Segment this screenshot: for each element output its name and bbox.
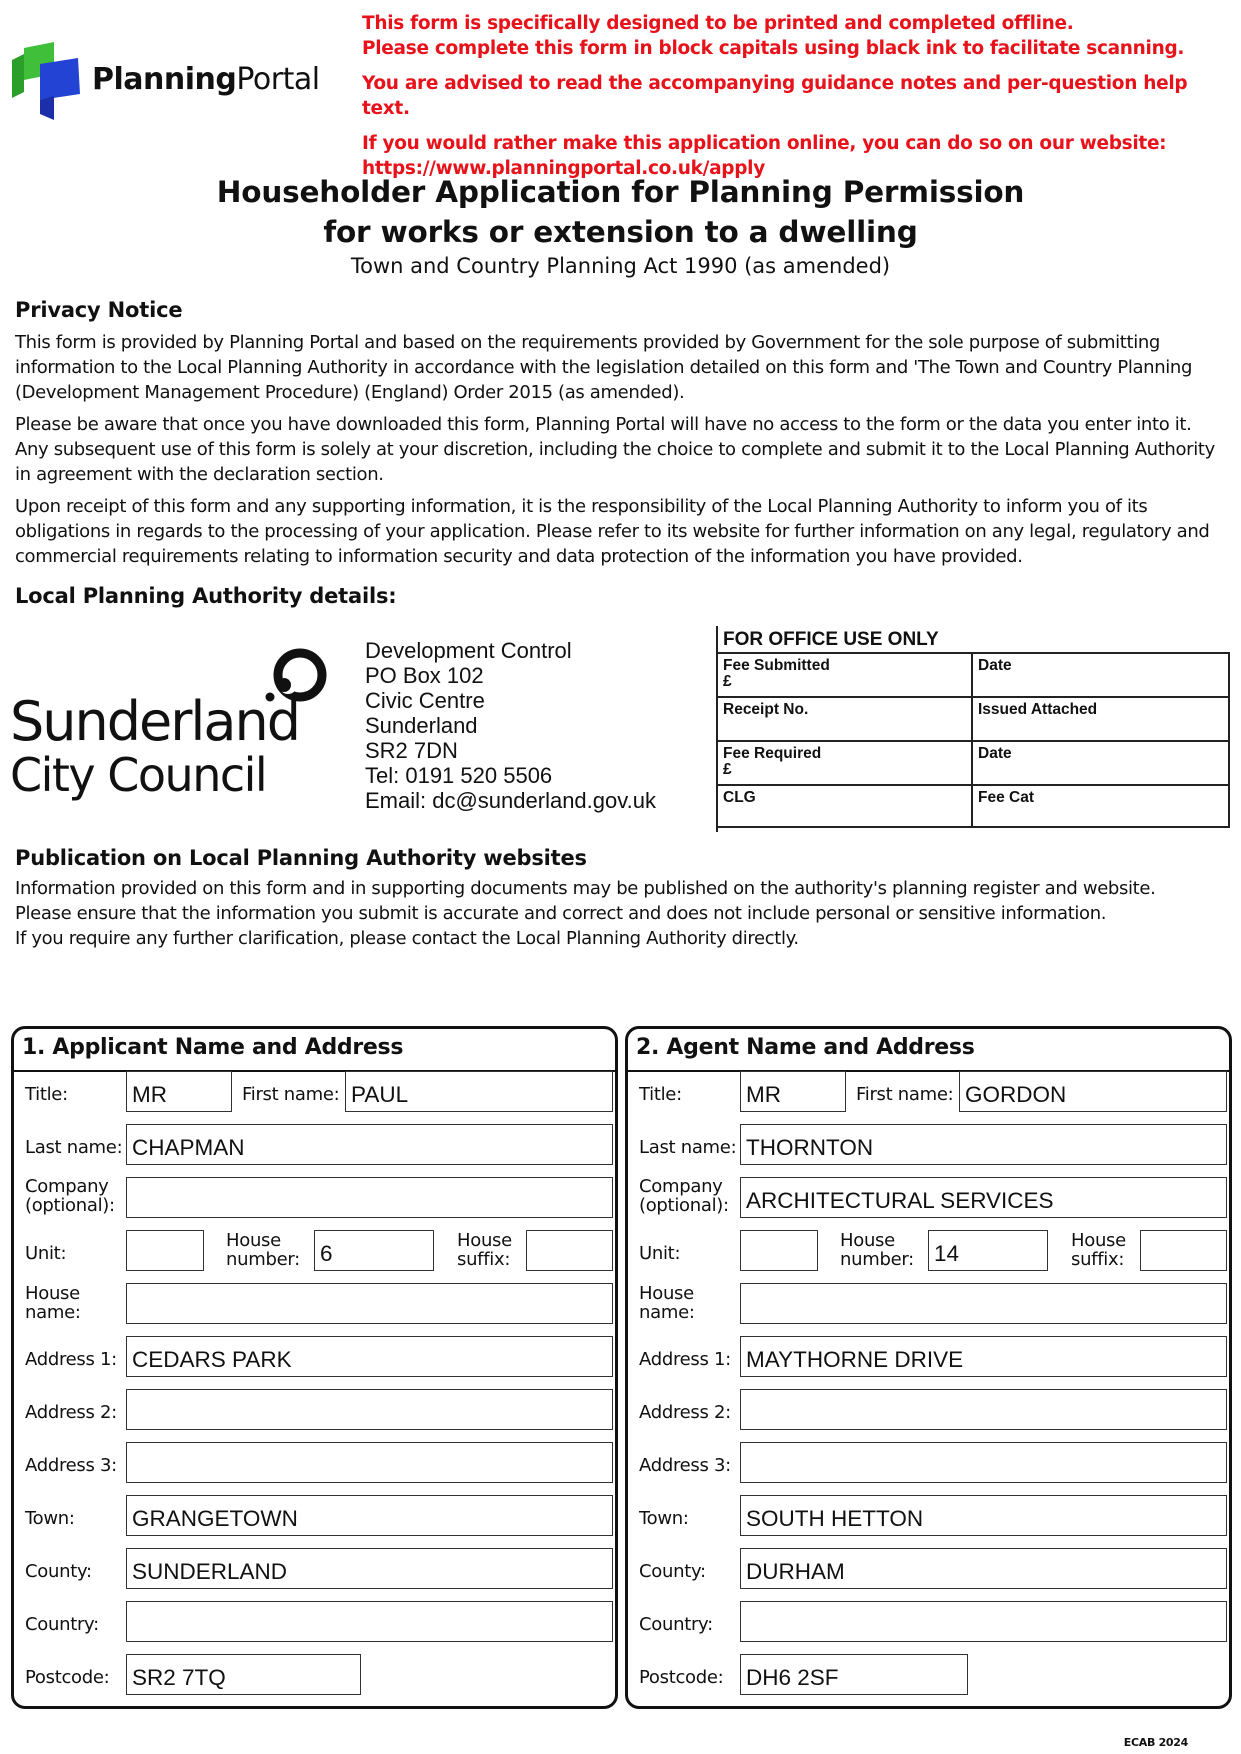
council-name-line1: Sunderland — [10, 690, 300, 753]
applicant-first-name-field[interactable]: PAUL — [345, 1071, 613, 1112]
agent-house-number-field[interactable]: 14 — [928, 1230, 1048, 1271]
notice-line: This form is specifically designed to be printed and completed offline. — [362, 13, 1074, 34]
applicant-postcode-field[interactable]: SR2 7TQ — [126, 1654, 361, 1695]
agent-last-name-field[interactable]: THORNTON — [740, 1124, 1227, 1165]
applicant-house-suffix-field[interactable] — [526, 1230, 613, 1271]
apply-online-url: https://www.planningportal.co.uk/apply — [362, 158, 765, 179]
address3-label: Address 3: — [639, 1455, 731, 1476]
clg-cell: CLG — [718, 786, 973, 826]
country-label: Country: — [639, 1614, 713, 1635]
office-use-row — [718, 698, 1230, 742]
office-use-row — [718, 786, 1230, 828]
agent-county-field[interactable]: DURHAM — [740, 1548, 1227, 1589]
agent-heading: 2. Agent Name and Address — [636, 1035, 975, 1060]
agent-unit-field[interactable] — [740, 1230, 818, 1271]
title-label: Title: — [639, 1084, 682, 1105]
form-title: Householder Application for Planning Permission for works or extension to a dwelling — [216, 175, 1025, 249]
form-subtitle: Town and Country Planning Act 1990 (as amended) — [350, 254, 891, 278]
date-cell: Date — [978, 745, 1012, 762]
notice-line: You are advised to read the accompanying guidance notes and per-question help text. — [362, 73, 1188, 119]
title-label: Title: — [25, 1084, 68, 1105]
applicant-address3-field[interactable] — [126, 1442, 613, 1483]
privacy-paragraph-2: Please be aware that once you have downloaded this form, Planning Portal will have no access to the form or the data you enter into it. Any subsequent use of this form is solely at your discretion, including the choice to complete and submit it to the Local Planning Authority in agreement with the declaration section. — [15, 414, 1215, 485]
house-suffix-label: House suffix: — [1071, 1230, 1126, 1270]
planning-portal-logo — [12, 42, 320, 122]
applicant-town-field[interactable]: GRANGETOWN — [126, 1495, 613, 1536]
company-label: Company (optional): — [639, 1176, 729, 1216]
address2-label: Address 2: — [639, 1402, 731, 1423]
offline-form-notice — [362, 11, 1232, 181]
applicant-section — [11, 1026, 618, 1709]
agent-company-field[interactable]: ARCHITECTURAL SERVICES — [740, 1177, 1227, 1218]
applicant-title-field[interactable]: MR — [126, 1071, 232, 1112]
agent-address2-field[interactable] — [740, 1389, 1227, 1430]
agent-address3-field[interactable] — [740, 1442, 1227, 1483]
agent-postcode-field[interactable]: DH6 2SF — [740, 1654, 968, 1695]
privacy-paragraph-1: This form is provided by Planning Portal and based on the requirements provided by Government for the sole purpose of submitting information to the Local Planning Authority in accordance with the legislation detailed on this form and 'The Town and Country Planning (Development Management Procedure) (England) Order 2015 (as amended). — [15, 332, 1193, 403]
agent-country-field[interactable] — [740, 1601, 1227, 1642]
agent-address1-field[interactable]: MAYTHORNE DRIVE — [740, 1336, 1227, 1377]
applicant-heading: 1. Applicant Name and Address — [22, 1035, 404, 1060]
house-suffix-label: House suffix: — [457, 1230, 512, 1270]
applicant-country-field[interactable] — [126, 1601, 613, 1642]
town-label: Town: — [25, 1508, 75, 1529]
office-use-heading: FOR OFFICE USE ONLY — [718, 626, 1230, 654]
postcode-label: Postcode: — [25, 1667, 110, 1688]
applicant-address1-field[interactable]: CEDARS PARK — [126, 1336, 613, 1377]
applicant-county-field[interactable]: SUNDERLAND — [126, 1548, 613, 1589]
address1-label: Address 1: — [25, 1349, 117, 1370]
privacy-heading: Privacy Notice — [15, 298, 183, 322]
address3-label: Address 3: — [25, 1455, 117, 1476]
receipt-no-cell: Receipt No. — [718, 698, 973, 740]
agent-title-field[interactable]: MR — [740, 1071, 846, 1112]
notice-line: If you would rather make this application online, you can do so on our website: — [362, 133, 1167, 154]
lpa-email: Email: dc@sunderland.gov.uk — [365, 788, 656, 813]
applicant-house-name-field[interactable] — [126, 1283, 613, 1324]
applicant-unit-field[interactable] — [126, 1230, 204, 1271]
lpa-address: Development Control PO Box 102 Civic Centre Sunderland SR2 7DN Tel: 0191 520 5506 Email: dc@sunderland.gov.uk — [365, 638, 656, 813]
unit-label: Unit: — [639, 1243, 681, 1264]
applicant-last-name-field[interactable]: CHAPMAN — [126, 1124, 613, 1165]
lpa-heading: Local Planning Authority details: — [15, 584, 397, 608]
fee-cat-cell: Fee Cat — [978, 789, 1034, 806]
office-use-row — [718, 654, 1230, 698]
agent-town-field[interactable]: SOUTH HETTON — [740, 1495, 1227, 1536]
unit-label: Unit: — [25, 1243, 67, 1264]
postcode-label: Postcode: — [639, 1667, 724, 1688]
last-name-label: Last name: — [25, 1137, 123, 1158]
applicant-address2-field[interactable] — [126, 1389, 613, 1430]
notice-line: Please complete this form in block capitals using black ink to facilitate scanning. — [362, 38, 1185, 59]
first-name-label: First name: — [856, 1084, 954, 1105]
agent-section — [625, 1026, 1232, 1709]
date-cell: Date — [978, 657, 1012, 674]
town-label: Town: — [639, 1508, 689, 1529]
issued-attached-cell: Issued Attached — [978, 701, 1098, 718]
last-name-label: Last name: — [639, 1137, 737, 1158]
agent-house-suffix-field[interactable] — [1140, 1230, 1227, 1271]
house-name-label: House name: — [639, 1283, 695, 1323]
publication-heading: Publication on Local Planning Authority websites — [15, 846, 587, 870]
applicant-house-number-field[interactable]: 6 — [314, 1230, 434, 1271]
house-number-label: House number: — [226, 1230, 300, 1270]
address1-label: Address 1: — [639, 1349, 731, 1370]
country-label: Country: — [25, 1614, 99, 1635]
company-label: Company (optional): — [25, 1176, 115, 1216]
planning-portal-wordmark: PlanningPortal — [92, 62, 320, 97]
publication-paragraph: Information provided on this form and in supporting documents may be published on the authority's planning register and website. Please ensure that the information you submit is accurate and correct and does not include personal or sensitive information. If you require any further clarification, please contact the Local Planning Authority directly. — [15, 878, 1156, 949]
agent-house-name-field[interactable] — [740, 1283, 1227, 1324]
planning-portal-logo-icon — [12, 42, 82, 120]
office-use-row — [718, 742, 1230, 786]
applicant-company-field[interactable] — [126, 1177, 613, 1218]
first-name-label: First name: — [242, 1084, 340, 1105]
privacy-paragraph-3: Upon receipt of this form and any supporting information, it is the responsibility of the Local Planning Authority to inform you of its obligations in regards to the processing of your application. Please refer to its website for further information on any legal, regulatory and commercial requirements relating to information security and data protection of the information you have provided. — [15, 496, 1210, 567]
county-label: County: — [639, 1561, 706, 1582]
form-code: ECAB 2024 — [1123, 1736, 1188, 1749]
office-use-table — [716, 626, 1230, 832]
sunderland-council-logo — [10, 640, 340, 815]
county-label: County: — [25, 1561, 92, 1582]
house-number-label: House number: — [840, 1230, 914, 1270]
fee-submitted-cell: Fee Submitted £ — [718, 654, 973, 696]
address2-label: Address 2: — [25, 1402, 117, 1423]
fee-required-cell: Fee Required £ — [718, 742, 973, 784]
house-name-label: House name: — [25, 1283, 81, 1323]
council-name-line2: City Council — [10, 748, 267, 802]
agent-first-name-field[interactable]: GORDON — [959, 1071, 1227, 1112]
